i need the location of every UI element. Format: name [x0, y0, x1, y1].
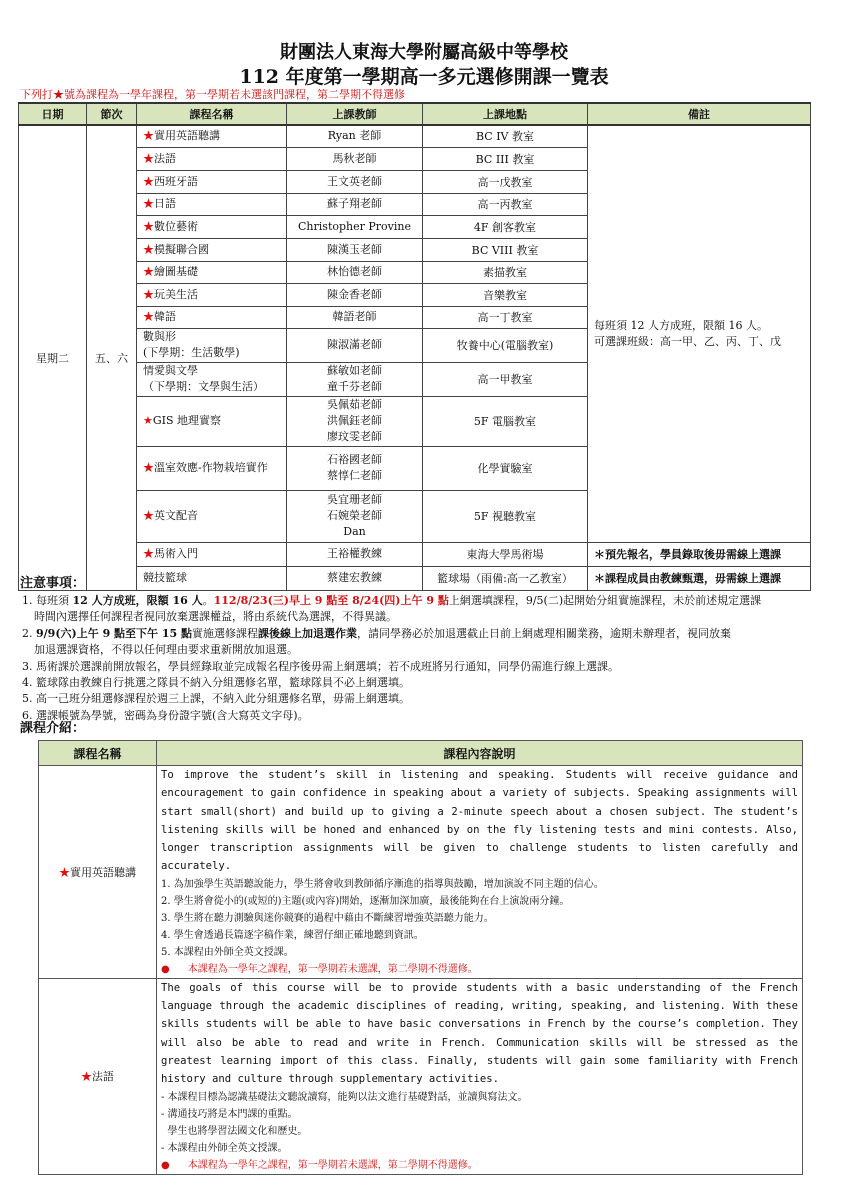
- warning-text: 本課程為一學年之課程，第一學期若未選課，第二學期不得選修。: [187, 1159, 478, 1171]
- teacher-cell: [287, 238, 423, 261]
- star-icon: ★: [59, 865, 70, 879]
- period-cell: 五、六: [87, 125, 137, 590]
- course-name-cell: [137, 283, 287, 306]
- notes-heading: 注意事項：: [20, 576, 86, 591]
- star-icon: ★: [143, 242, 154, 256]
- location-cell: 高一甲教室: [423, 362, 588, 396]
- intro-row-english: [39, 766, 803, 979]
- zh-point: 5. 本課程由外師全英文授課。: [161, 946, 294, 958]
- note-4: 4. 籃球隊由教練自行挑選之隊員不納入分組選修名單，籃球隊員不必上網選填。: [22, 676, 410, 690]
- english-desc: To improve the student’s skill in listening and speaking. Students will receive guidance and encouragement to gain confidence in speaking about a variety of subjects. Speaking assignments will start small(short) and build up to giving a 2-minute speech about a chosen subject. The student’s listening skills will be honed and enhanced by on the fly listening tests and mini contests. Also, longer transcription assignments will be given to challenge students to listen carefully and accurately.: [161, 769, 798, 873]
- col-remark: 備註: [588, 103, 811, 125]
- col-date: 日期: [19, 103, 87, 125]
- course-name: 英文配音: [154, 509, 198, 522]
- note-2-b: 9/9(六)上午 9 點至下午 15 點: [36, 626, 193, 640]
- course-subtitle: （下學期：文學與生活）: [143, 380, 264, 393]
- teacher-cell: [287, 362, 423, 396]
- teacher-name: Christopher Provine: [298, 219, 411, 233]
- star-icon: ★: [143, 197, 154, 210]
- teacher-cell: [287, 306, 423, 328]
- course-name-cell: [137, 566, 287, 590]
- teacher-name: 廖玟雯老師: [327, 430, 382, 443]
- star-icon: ★: [143, 265, 154, 278]
- location-cell: BC III 教室: [423, 147, 588, 170]
- location-cell: 牧養中心(電腦教室): [423, 328, 588, 362]
- course-name-cell: [137, 306, 287, 328]
- note-5: 5. 高一己班分組選修課程於週三上課，不納入此分組選修名單，毋需上網選填。: [22, 692, 410, 706]
- col-period: 節次: [87, 103, 137, 125]
- course-name-cell: [137, 238, 287, 261]
- table-row: [19, 542, 811, 566]
- table-header-row: [19, 103, 811, 125]
- star-icon: ★: [53, 88, 64, 101]
- teacher-name: Dan: [343, 525, 366, 538]
- course-name: 情愛與文學: [143, 364, 198, 377]
- course-name-cell: [137, 396, 287, 446]
- teacher-name: 韓語老師: [332, 310, 377, 323]
- teacher-name: 陳漢玉老師: [327, 242, 382, 256]
- teacher-cell: [287, 490, 423, 542]
- teacher-cell: [287, 566, 423, 590]
- shared-remark-cell: [588, 125, 811, 542]
- zh-point: 1. 為加強學生英語聽說能力，學生將會收到教師循序漸進的指導與鼓勵，增加演說不同主題的信心。: [161, 878, 604, 890]
- zh-point: - 本課程目標為認識基礎法文聽說讀寫，能夠以法文進行基礎對話，並讀與寫法文。: [161, 1091, 528, 1103]
- year-course-warning: [161, 1157, 798, 1174]
- course-name: 模擬聯合國: [154, 242, 209, 256]
- location-cell: 高一戊教室: [423, 170, 588, 193]
- note-1-e: 上網選填課程，9/5(二)起開始分組實施課程，未於前述規定選課: [448, 594, 762, 607]
- year-course-note: [20, 86, 405, 102]
- teacher-name: 蘇子翔老師: [327, 197, 382, 210]
- notes-list: [22, 593, 822, 724]
- table-row: [19, 125, 811, 147]
- teacher-name: 吳宜珊老師: [327, 493, 382, 506]
- col-location: 上課地點: [423, 103, 588, 125]
- teacher-name: 蔡惇仁老師: [327, 469, 382, 482]
- intro-course-desc: [157, 978, 803, 1174]
- table-row: [19, 566, 811, 590]
- document-title: 112 年度第一學期高一多元選修開課一覽表: [239, 66, 609, 88]
- bullet-icon: ●: [161, 1159, 170, 1171]
- teacher-name: 王文英老師: [327, 174, 382, 188]
- bullet-icon: ●: [161, 963, 170, 975]
- intro-col-desc: 課程內容說明: [157, 741, 803, 766]
- note-prefix: 下列打: [20, 88, 53, 101]
- english-desc: The goals of this course will be to provide students with a basic understanding of the French language through the academic disciplines of reading, writing, speaking, and listening. With these skills students will be able to have basic conversations in French by the course’s completion. They will also be able to read and write in French. Communication skills will be stressed as the greatest learning import of this class. Finally, students will gain some familiarity with French history and culture through supplementary activities.: [161, 981, 798, 1086]
- location-cell: 高一丙教室: [423, 193, 588, 215]
- note-1-b: 12 人方成班，限額 16 人: [72, 594, 203, 607]
- location-cell: BC IV 教室: [423, 125, 588, 147]
- course-name-cell: [137, 261, 287, 283]
- course-name: 實用英語聽講: [154, 129, 220, 143]
- location-cell: 素描教室: [423, 261, 588, 283]
- zh-point: 2. 學生將會從小的(或短的)主題(或內容)開始，逐漸加深加廣，最後能夠在台上演說兩分鐘。: [161, 895, 570, 907]
- course-name: GIS 地理實察: [152, 414, 222, 427]
- course-name-cell: [137, 362, 287, 396]
- teacher-cell: [287, 215, 423, 238]
- teacher-name: Ryan 老師: [327, 129, 382, 143]
- location-cell: 5F 視聽教室: [423, 490, 588, 542]
- teacher-cell: [287, 446, 423, 490]
- intro-header-row: [39, 741, 803, 766]
- note-1-a: 1. 每班須: [22, 594, 73, 607]
- warning-text: 本課程為一學年之課程，第一學期若未選課，第二學期不得選修。: [187, 963, 478, 975]
- course-name: 競技籃球: [143, 571, 187, 584]
- teacher-name: 王裕權教練: [327, 547, 382, 560]
- star-icon: ★: [143, 461, 154, 474]
- teacher-cell: [287, 261, 423, 283]
- star-icon: ★: [143, 287, 154, 301]
- school-title: 財團法人東海大學附屬高級中等學校: [280, 42, 568, 63]
- teacher-name: 洪佩鈺老師: [327, 414, 382, 427]
- location-cell: 4F 創客教室: [423, 215, 588, 238]
- course-name: 繪圖基礎: [154, 265, 198, 278]
- zh-point: 3. 學生將在聽力測驗與迷你競賽的過程中藉由不斷練習增強英語聽力能力。: [161, 912, 494, 924]
- zh-point: - 本課程由外師全英文授課。: [161, 1142, 288, 1154]
- teacher-name: 石裕國老師: [327, 453, 382, 466]
- course-name-text: 法語: [92, 1070, 114, 1084]
- course-schedule-table: [18, 102, 811, 591]
- intro-course-name: [39, 766, 157, 979]
- intro-row-french: [39, 978, 803, 1174]
- star-icon: ★: [143, 509, 154, 522]
- note-1-d: 112/8/23(三)早上 9 點至 8/24(四)上午 9 點: [213, 594, 449, 607]
- course-name: 數與形: [143, 330, 176, 343]
- teacher-cell: [287, 328, 423, 362]
- location-cell: 東海大學馬術場: [423, 542, 588, 566]
- teacher-cell: [287, 147, 423, 170]
- teacher-name: 蘇敏如老師: [327, 364, 382, 377]
- teacher-cell: [287, 396, 423, 446]
- zh-point: - 溝通技巧將是本門課的重點。: [161, 1108, 298, 1120]
- star-icon: ★: [143, 219, 154, 233]
- course-name: 法語: [154, 151, 176, 165]
- location-cell: 5F 電腦教室: [423, 396, 588, 446]
- course-name-cell: [137, 170, 287, 193]
- course-name: 馬術入門: [154, 547, 198, 560]
- col-teacher: 上課教師: [287, 103, 423, 125]
- course-name-cell: [137, 193, 287, 215]
- course-name-cell: [137, 490, 287, 542]
- col-course-name: 課程名稱: [137, 103, 287, 125]
- star-icon: ★: [81, 1070, 92, 1084]
- note-2-e: ，請同學務必於加退選截止日前上網處理相關業務，逾期未辦理者，視同放棄: [357, 626, 732, 640]
- note-2-cont: 加退選課資格，不得以任何理由要求重新開放加退選。: [34, 643, 298, 657]
- course-name-cell: [137, 542, 287, 566]
- course-name: 西班牙語: [154, 174, 198, 188]
- location-cell: 高一丁教室: [423, 306, 588, 328]
- star-icon: ★: [143, 129, 154, 143]
- star-icon: ★: [143, 414, 153, 427]
- course-name: 玩美生活: [154, 287, 198, 301]
- intro-col-name: 課程名稱: [39, 741, 157, 766]
- location-cell: BC VIII 教室: [423, 238, 588, 261]
- note-2-c: 實施選修課程: [192, 626, 259, 640]
- course-name: 日語: [154, 197, 176, 210]
- note-2-d: 課後線上加退選作業: [258, 626, 358, 640]
- day-cell: 星期二: [19, 125, 87, 590]
- teacher-cell: [287, 542, 423, 566]
- course-name-cell: [137, 328, 287, 362]
- course-name-cell: [137, 446, 287, 490]
- note-1-c: 。: [202, 594, 214, 607]
- teacher-name: 吳佩茹老師: [327, 398, 382, 411]
- teacher-cell: [287, 193, 423, 215]
- course-subtitle: (下學期：生活數學): [143, 346, 240, 359]
- note-2: [22, 626, 822, 642]
- intro-course-desc: [157, 766, 803, 979]
- note-2-a: 2.: [22, 626, 36, 640]
- zh-point: 學生也將學習法國文化和歷史。: [161, 1125, 308, 1137]
- note-6: 6. 選課帳號為學號，密碼為身份證字號(含大寫英文字母)。: [22, 708, 309, 722]
- teacher-cell: [287, 125, 423, 147]
- star-icon: ★: [143, 547, 154, 560]
- course-name-text: 實用英語聽講: [70, 865, 136, 879]
- course-name-cell: [137, 125, 287, 147]
- intro-course-name: [39, 978, 157, 1174]
- teacher-cell: [287, 170, 423, 193]
- teacher-name: 陳金香老師: [327, 287, 382, 301]
- teacher-name: 蔡建宏教練: [327, 571, 382, 584]
- course-name-cell: [137, 215, 287, 238]
- course-name: 韓語: [154, 310, 176, 323]
- remark-line-2: 可選課班級：高一甲、乙、丙、丁、戊: [594, 334, 781, 348]
- teacher-cell: [287, 283, 423, 306]
- note-suffix: 號為課程為一學年課程，第一學期若未選該門課程，第二學期不得選修: [64, 88, 405, 101]
- course-name-cell: [137, 147, 287, 170]
- course-intro-table: [38, 740, 803, 1175]
- teacher-name: 林怡德老師: [327, 265, 382, 278]
- note-3: 3. 馬術課於選課前開放報名，學員經錄取並完成報名程序後毋需上網選填；若不成班將另行通知，同學仍需進行線上選課。: [22, 659, 619, 673]
- location-cell: 音樂教室: [423, 283, 588, 306]
- teacher-name: 陳淑滿老師: [327, 338, 382, 351]
- note-1-cont: 時間內選擇任何課程者視同放棄選課權益，將由系統代為選課，不得異議。: [34, 610, 397, 624]
- star-icon: ★: [143, 151, 154, 165]
- course-name: 數位藝術: [154, 219, 198, 233]
- note-1: [22, 593, 822, 609]
- location-cell: 籃球場（雨備:高一乙教室）: [423, 566, 588, 590]
- zh-point: 4. 學生會透過長篇逐字稿作業，練習仔細正確地聽到資訊。: [161, 929, 424, 941]
- course-name: 溫室效應-作物栽培實作: [154, 461, 268, 474]
- star-icon: ★: [143, 174, 154, 188]
- teacher-name: 馬秋老師: [332, 151, 377, 165]
- intro-heading: 課程介紹：: [20, 721, 86, 736]
- location-cell: 化學實驗室: [423, 446, 588, 490]
- year-course-warning: [161, 961, 798, 978]
- remark-line-1: 每班須 12 人方成班，限額 16 人。: [594, 318, 768, 332]
- remark-cell: ＊課程成員由教練甄選，毋需線上選課: [588, 566, 811, 590]
- remark-cell: ＊預先報名，學員錄取後毋需線上選課: [588, 542, 811, 566]
- teacher-name: 童千芬老師: [327, 380, 382, 393]
- teacher-name: 石婉榮老師: [327, 509, 382, 522]
- star-icon: ★: [143, 310, 154, 323]
